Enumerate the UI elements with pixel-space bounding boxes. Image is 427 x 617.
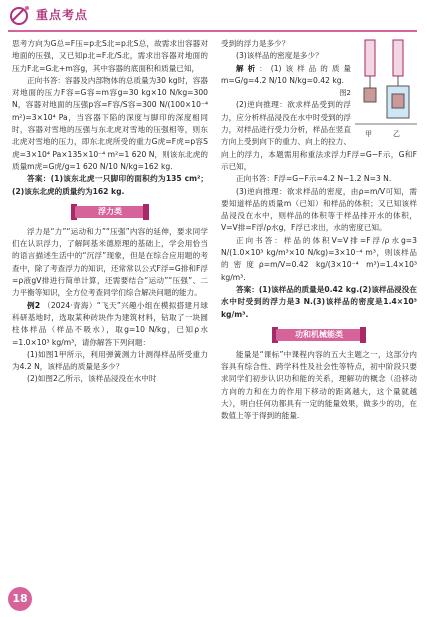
paragraph: 正向书答：样品的体积V=V排=F浮/ρ水g=3 N/(1.0×10³ kg/m³×10 N/kg)=3×10⁻⁴ m³，则该样品的密度ρ=m/V=0.42 kg/(3×10⁻⁴ m³)=1.4×10³ kg/m³. (221, 235, 417, 282)
paragraph: 思考方向为G总=F压=p北S北=p北S总，故需求出容器对地面的压强，又已知p北=F北/S北，需求出容器对地面的压力F北=G北+m容g，其中容器的底面积和质量已知， (12, 39, 208, 73)
satellite-dish-icon (8, 4, 34, 26)
figure-caption: 图2 (339, 89, 351, 98)
paragraph: (3)逆向推理：欲求样品的密度，由ρ=m/V可知，需要知道样品的质量m（已知）和样品的体积；又已知该样品浸没在水中，则样品的体积等于样品排开水的体积，V=V排=F浮/ρ水g，F浮已求出，水的密度已知。 (221, 186, 417, 233)
example-paragraph (12, 300, 208, 349)
header-divider (8, 30, 417, 32)
figure-label-b: 乙 (393, 130, 400, 138)
page-number (8, 587, 32, 611)
right-column (221, 38, 417, 423)
solution-text: ：(1)该样品的质量m=G/g=4.2 N/10 N/kg=0.42 kg. (221, 63, 351, 85)
question: (2)如图2乙所示，该样品浸没在水中时 (27, 374, 157, 384)
paragraph: 正向书答：F浮=G−F示=4.2 N−1.2 N=3 N. (236, 174, 392, 184)
figure-spring-scale (355, 38, 417, 138)
question: (3)该样品的密度是多少？ (236, 51, 323, 61)
example-text: （2024·青海）“飞天”兴趣小组在模拟搭建月球科研基地时，选取某种砖块作为建筑材料，钻取了一块圆柱体样品（样品不吸水），取g=10 N/kg，已知ρ水=1.0×10³ kg/m³，请你解答下列问题： (12, 300, 208, 347)
spring-scale-diagram (355, 38, 417, 130)
section-banner-buoyancy (75, 204, 145, 220)
section-banner-work-energy (276, 327, 362, 343)
answer-text: 答案：(1)该样品的质量是0.42 kg.(2)该样品浸没在水中时受到的浮力是3 N.(3)该样品的密度是1.4×10³ kg/m³. (221, 284, 417, 319)
page-header (0, 0, 427, 30)
question-cont: 受到的浮力是多少？ (221, 39, 290, 48)
solution-label: 解析 (236, 63, 260, 73)
section-heading: 功和机械能类 (295, 329, 343, 339)
paragraph: 浮力是“力”“运动和力”“压强”内容的延伸，要求同学们在认识浮力，了解阿基米德原理的基础上，学会用恰当的语言描述生活中的“沉浮”现象，但是在综合应用题的考查中，除了考查浮力的知识，还常常以公式F浮=G排和F浮=ρ液gV排进行简单计算，还需要结合“运动”“压强”、二力平衡等知识，全方位考查同学们综合解决问题的能力。 (12, 226, 208, 298)
answer-text: 答案：(1)该东北虎一只脚印的面积约为135 cm²；(2)该东北虎的质量约为162 kg. (12, 174, 208, 196)
paragraph: (2)逆向推理：欲求样品受到的浮力，应分析样品浸没在水中时受到的浮力，对样品进行受力分析，样品在竖直方向上受到向下的重力、向上的拉力、向上的浮力，本题需用称重法求浮力F浮=G−F示，G和F示已知， (221, 100, 417, 171)
question: (1)如图1甲所示，利用弹簧测力计测得样品所受重力为4.2 N，该样品的质量是多少？ (12, 349, 208, 372)
example-label: 例2 (27, 300, 41, 310)
section-title: 重点考点 (36, 8, 89, 22)
figure-label-a: 甲 (365, 130, 372, 138)
paragraph: 能量是“课标”中课程内容的五大主题之一，这部分内容具有综合性、跨学科性及社会性等特点，初中阶段只要求同学们初步认识功和能的关系，理解功的概念（沿移动方向的力和在力的作用下移动的距离越大，这个量就越大），明白任何功都具有一定的能量效果，做多少的功，在数值上等于得到的能量. (221, 349, 417, 421)
left-column (12, 38, 208, 386)
paragraph: 正向书答：容器及内部物体的总质量为30 kg时，容器对地面的压力F容=G容=m容g=30 kg×10 N/kg=300 N，容器对地面的压强p容=F容/S容=300 N/(100×10⁻⁴ m²)=3×10⁴ Pa，当容器下陷的深度与脚印的深度相同时，容器对雪地的压强与东北虎对雪地的压强相等，则东北虎对雪地的压力，即东北虎所受的重力G虎=F虎=p容S虎=3×10⁴ Pa×135×10⁻⁴ m²=1 620 N，则该东北虎的质量m虎=G虎/g=1 620 N/10 N/kg=162 kg. (12, 75, 208, 171)
page-number-text: 18 (12, 592, 28, 605)
section-heading: 浮力类 (98, 206, 122, 216)
